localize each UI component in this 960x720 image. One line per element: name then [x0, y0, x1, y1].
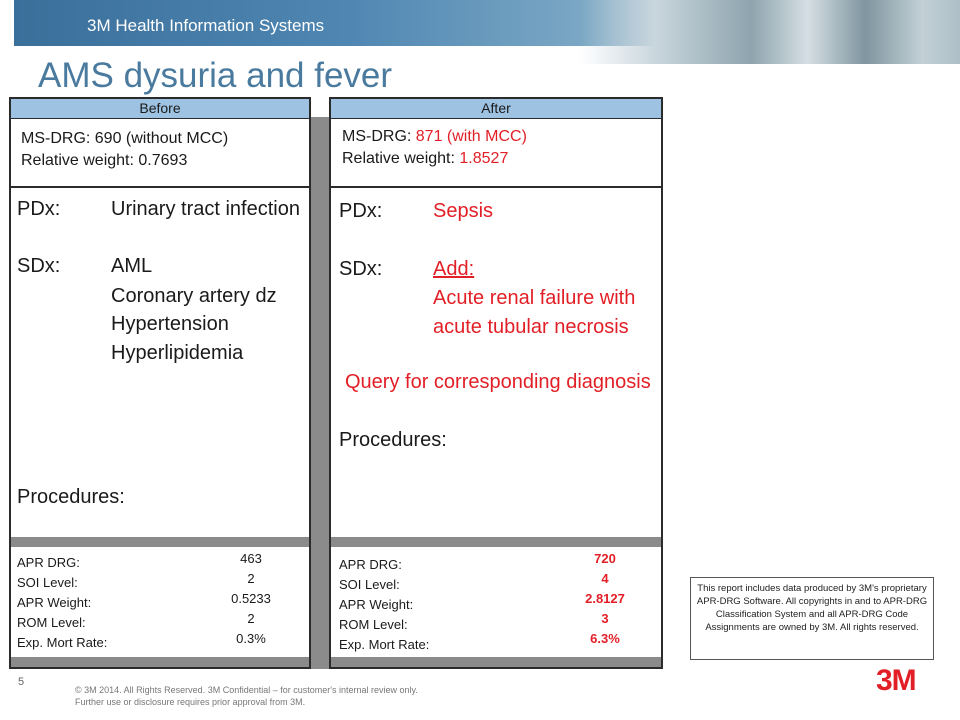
rom-level-value: 2 — [247, 611, 255, 626]
after-rw-label: Relative weight: — [342, 150, 455, 167]
after-body — [331, 188, 661, 544]
banner-photo — [580, 0, 960, 64]
apr-drg-value: 463 — [240, 551, 262, 566]
after-apr-box — [331, 537, 661, 667]
before-pdx-label: PDx: — [17, 198, 61, 220]
before-bottom-strip — [11, 657, 309, 667]
before-sdx-item: Coronary artery dz — [111, 285, 277, 307]
after-sdx-add: Add: — [433, 258, 475, 280]
before-procedures-label: Procedures: — [17, 486, 125, 508]
3m-logo: 3M — [876, 664, 916, 697]
apr-drg-label: APR DRG: — [339, 557, 402, 572]
footer — [75, 684, 418, 708]
after-rw-value: 1.8527 — [459, 150, 509, 167]
after-pdx-value: Sepsis — [433, 200, 494, 222]
exp-mort-rate-value: 0.3% — [236, 631, 266, 646]
before-msdrg — [21, 128, 228, 149]
after-rw — [342, 148, 508, 169]
apr-drg-label: APR DRG: — [17, 555, 80, 570]
soi-level-value: 4 — [601, 571, 609, 586]
header-banner — [14, 0, 960, 46]
exp-mort-rate-label: Exp. Mort Rate: — [17, 635, 108, 650]
after-bottom-strip — [331, 657, 661, 667]
soi-level-label: SOI Level: — [17, 575, 78, 590]
after-drg-box — [331, 119, 661, 188]
before-rw — [21, 150, 187, 171]
footer-line-2: Further use or disclosure requires prior approval from 3M. — [75, 697, 306, 707]
footer-line-1: © 3M 2014. All Rights Reserved. 3M Confidential – for customer's internal review only. — [75, 685, 418, 695]
before-sdx-item: Hyperlipidemia — [111, 342, 244, 364]
after-apr-values — [573, 549, 637, 649]
after-msdrg-label: MS-DRG: — [342, 128, 412, 145]
soi-level-label: SOI Level: — [339, 577, 400, 592]
before-apr-box — [11, 537, 309, 667]
after-sdx-item: Acute renal failure with — [433, 287, 636, 309]
before-panel — [9, 97, 311, 669]
soi-level-value: 2 — [247, 571, 255, 586]
exp-mort-rate-value: 6.3% — [590, 631, 620, 646]
before-sdx-item: AML — [111, 255, 153, 277]
banner-title: 3M Health Information Systems — [87, 16, 325, 35]
apr-weight-label: APR Weight: — [339, 597, 414, 612]
apr-weight-value: 2.8127 — [585, 591, 625, 606]
after-header: After — [331, 99, 661, 119]
after-apr-labels — [339, 555, 429, 655]
after-msdrg-value: 871 (with MCC) — [415, 128, 527, 145]
before-msdrg-label: MS-DRG: — [21, 130, 91, 147]
before-header: Before — [11, 99, 309, 119]
page-title: AMS dysuria and fever — [38, 56, 393, 95]
before-sdx-label: SDx: — [17, 255, 61, 277]
before-rw-value: 0.7693 — [138, 152, 188, 169]
before-pdx-value: Urinary tract infection — [111, 198, 300, 220]
before-apr-values — [221, 549, 281, 649]
panel-divider — [311, 97, 329, 669]
apr-drg-value: 720 — [594, 551, 616, 566]
after-pdx-label: PDx: — [339, 200, 383, 222]
copyright-note: This report includes data produced by 3M's proprietary APR-DRG Software. All copyrights in and to APR-DRG Classification System and all APR-DRG Code Assignments are owned by 3M. All rights reserved. — [690, 577, 934, 660]
after-sdx-item: acute tubular necrosis — [433, 316, 629, 338]
before-msdrg-value: 690 (without MCC) — [94, 130, 229, 147]
before-body — [11, 188, 309, 544]
after-procedures-label: Procedures: — [339, 429, 447, 451]
after-panel — [329, 97, 663, 669]
apr-weight-value: 0.5233 — [231, 591, 271, 606]
page-number: 5 — [18, 676, 25, 688]
divider-top-cover — [311, 97, 329, 117]
before-sdx-item: Hypertension — [111, 313, 229, 335]
after-query: Query for corresponding diagnosis — [345, 371, 651, 393]
before-apr-labels — [17, 553, 107, 653]
rom-level-label: ROM Level: — [17, 615, 86, 630]
apr-weight-label: APR Weight: — [17, 595, 92, 610]
rom-level-value: 3 — [601, 611, 609, 626]
exp-mort-rate-label: Exp. Mort Rate: — [339, 637, 430, 652]
rom-level-label: ROM Level: — [339, 617, 408, 632]
before-drg-box — [11, 119, 309, 188]
after-msdrg — [342, 126, 527, 147]
before-rw-label: Relative weight: — [21, 152, 134, 169]
after-sdx-label: SDx: — [339, 258, 383, 280]
